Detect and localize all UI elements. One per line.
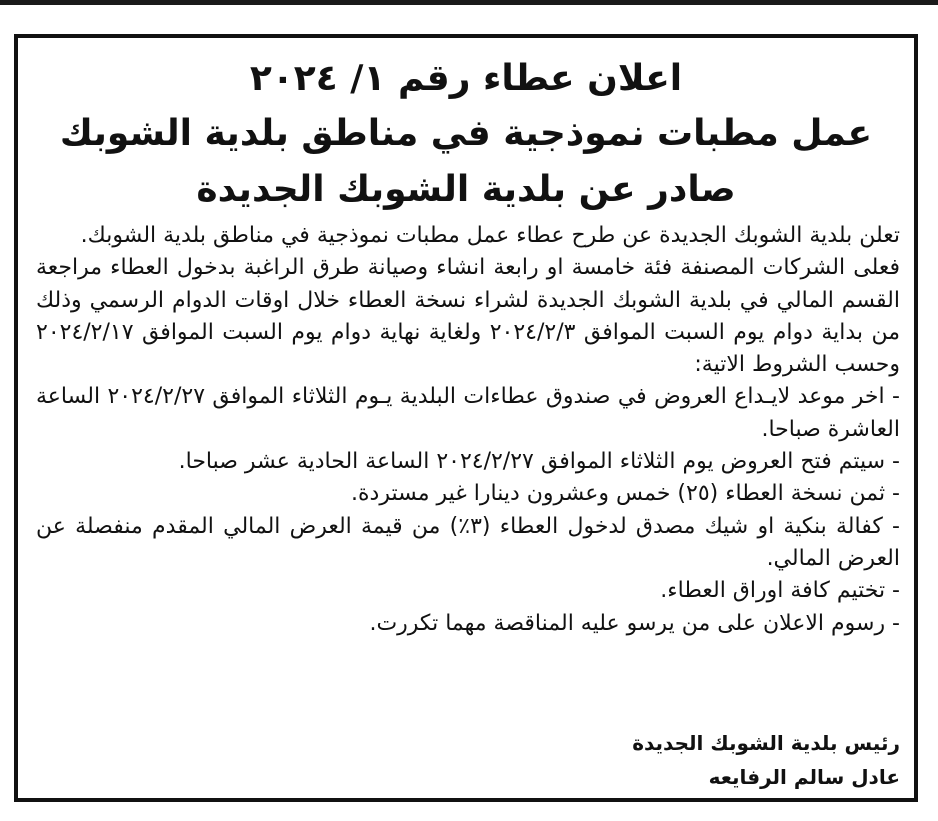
top-rule [0,0,938,5]
condition-item: - تختيم كافة اوراق العطاء. [660,578,900,604]
condition-item: - اخر موعد لايـداع العروض في صندوق عطاءات البلدية يـوم الثلاثاء الموافق ٢٠٢٤/٢/٢٧ الساعة العاشرة صباحا. [36,384,900,442]
condition-item: - كفالة بنكية او شيك مصدق لدخول العطاء (٣٪) من قيمة العرض المالي المقدم منفصلة عن العرض المالي. [36,513,900,571]
notice-title: اعلان عطاء رقم ١/ ٢٠٢٤ [249,58,683,99]
condition-item: - ثمن نسخة العطاء (٢٥) خمس وعشرون دينارا غير مستردة. [351,481,900,507]
signatory-title: رئيس بلدية الشوبك الجديدة [632,731,900,755]
notice-issuer: صادر عن بلدية الشوبك الجديدة [196,169,736,210]
notice-subject: عمل مطبات نموذجية في مناطق بلدية الشوبك [59,113,873,154]
condition-item: - رسوم الاعلان على من يرسو عليه المناقصة مهما تكررت. [369,610,900,636]
notice-body [36,220,900,640]
intro-paragraph: تعلن بلدية الشوبك الجديدة عن طرح عطاء عمل مطبات نموذجية في مناطق بلدية الشوبك. [80,223,900,248]
signature-block [632,726,900,794]
eligibility-paragraph: فعلى الشركات المصنفة فئة خامسة او رابعة انشاء وصيانة طرق الراغبة بدخول العطاء مراجعة القسم المالي في بلدية الشوبك الجديدة لشراء نسخة العطاء خلال اوقات الدوام الرسمي وذلك من بداية دوام يوم السبت الموافق ٢٠٢٤/٢/٣ ولغاية نهاية دوام يوم السبت الموافق ٢٠٢٤/٢/١٧ وحسب الشروط الاتية: [36,255,900,378]
condition-item: - سيتم فتح العروض يوم الثلاثاء الموافق ٢٠٢٤/٢/٢٧ الساعة الحادية عشر صباحا. [178,449,900,475]
signatory-name: عادل سالم الرفايعه [708,765,900,789]
tender-notice [14,34,918,802]
